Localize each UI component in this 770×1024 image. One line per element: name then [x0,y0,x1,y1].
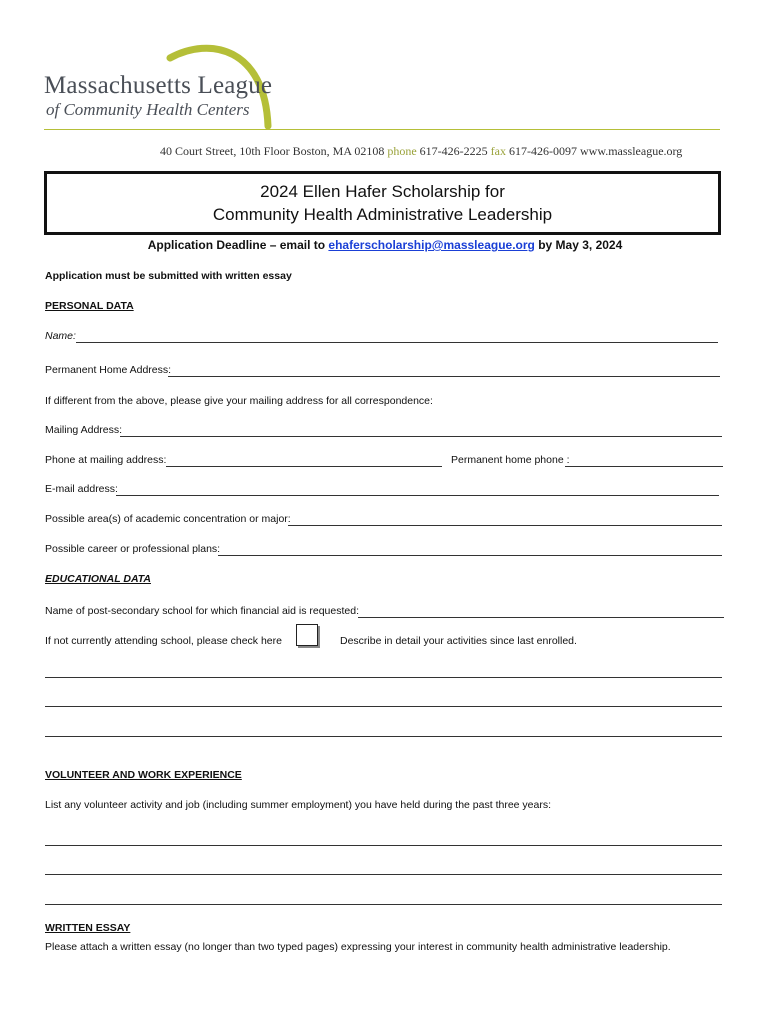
fax-number: 617-426-0097 [509,144,577,158]
title-line-1: 2024 Ellen Hafer Scholarship for [260,182,505,201]
mailing-phone-field[interactable] [166,466,442,467]
career-plans-label: Possible career or professional plans: [45,543,221,555]
mailing-address-field[interactable] [120,436,722,437]
phone-number: 617-426-2225 [419,144,488,158]
written-essay-heading: WRITTEN ESSAY [45,922,131,934]
concentration-field[interactable] [288,525,722,526]
concentration-label: Possible area(s) of academic concentration or major: [45,513,291,525]
volunteer-work-heading: VOLUNTEER AND WORK EXPERIENCE [45,769,242,781]
logo-title: Massachusetts League [44,72,273,99]
school-name-label: Name of post-secondary school for which financial aid is requested: [45,605,359,617]
career-plans-field[interactable] [218,555,722,556]
mailing-address-label: Mailing Address: [45,424,123,436]
describe-activities-label: Describe in detail your activities since last enrolled. [340,635,577,647]
activities-line-1[interactable] [45,677,722,678]
activities-line-2[interactable] [45,706,722,707]
deadline-email-link[interactable]: ehaferscholarship@massleague.org [328,238,535,252]
name-field[interactable] [76,342,718,343]
website[interactable]: www.massleague.org [580,144,683,158]
volunteer-prompt: List any volunteer activity and job (including summer employment) you have held during the past three years: [45,799,552,811]
title-box [44,171,721,235]
street-address: 40 Court Street, 10th Floor Boston, MA 02108 [160,144,385,158]
deadline-line [0,238,770,252]
name-label: Name: [45,330,76,342]
not-attending-label: If not currently attending school, please check here [45,635,282,647]
deadline-date: by May 3, 2024 [538,238,623,252]
school-name-field[interactable] [358,617,724,618]
educational-data-heading: EDUCATIONAL DATA [45,573,151,585]
contact-line [160,144,682,159]
email-field[interactable] [116,495,719,496]
not-attending-checkbox[interactable] [296,624,318,646]
home-address-field[interactable] [168,376,720,377]
volunteer-line-2[interactable] [45,874,722,875]
fax-label: fax [490,144,506,158]
phone-label: phone [387,144,417,158]
essay-required-note: Application must be submitted with written essay [45,270,292,282]
logo-subtitle: of Community Health Centers [46,100,250,119]
home-address-label: Permanent Home Address: [45,364,172,376]
written-essay-prompt: Please attach a written essay (no longer than two typed pages) expressing your interest in community health administrative leadership. [45,941,671,953]
home-phone-field[interactable] [565,466,723,467]
deadline-prefix: Application Deadline – email to [147,238,326,252]
title-line-2: Community Health Administrative Leadership [212,205,553,224]
different-address-note: If different from the above, please give your mailing address for all correspondence: [45,395,433,407]
mailing-phone-label: Phone at mailing address: [45,454,167,466]
email-label: E-mail address: [45,483,118,495]
volunteer-line-3[interactable] [45,904,722,905]
volunteer-line-1[interactable] [45,845,722,846]
home-phone-label: Permanent home phone : [451,454,570,466]
personal-data-heading: PERSONAL DATA [45,300,134,312]
activities-line-3[interactable] [45,736,722,737]
header-divider [44,129,720,130]
